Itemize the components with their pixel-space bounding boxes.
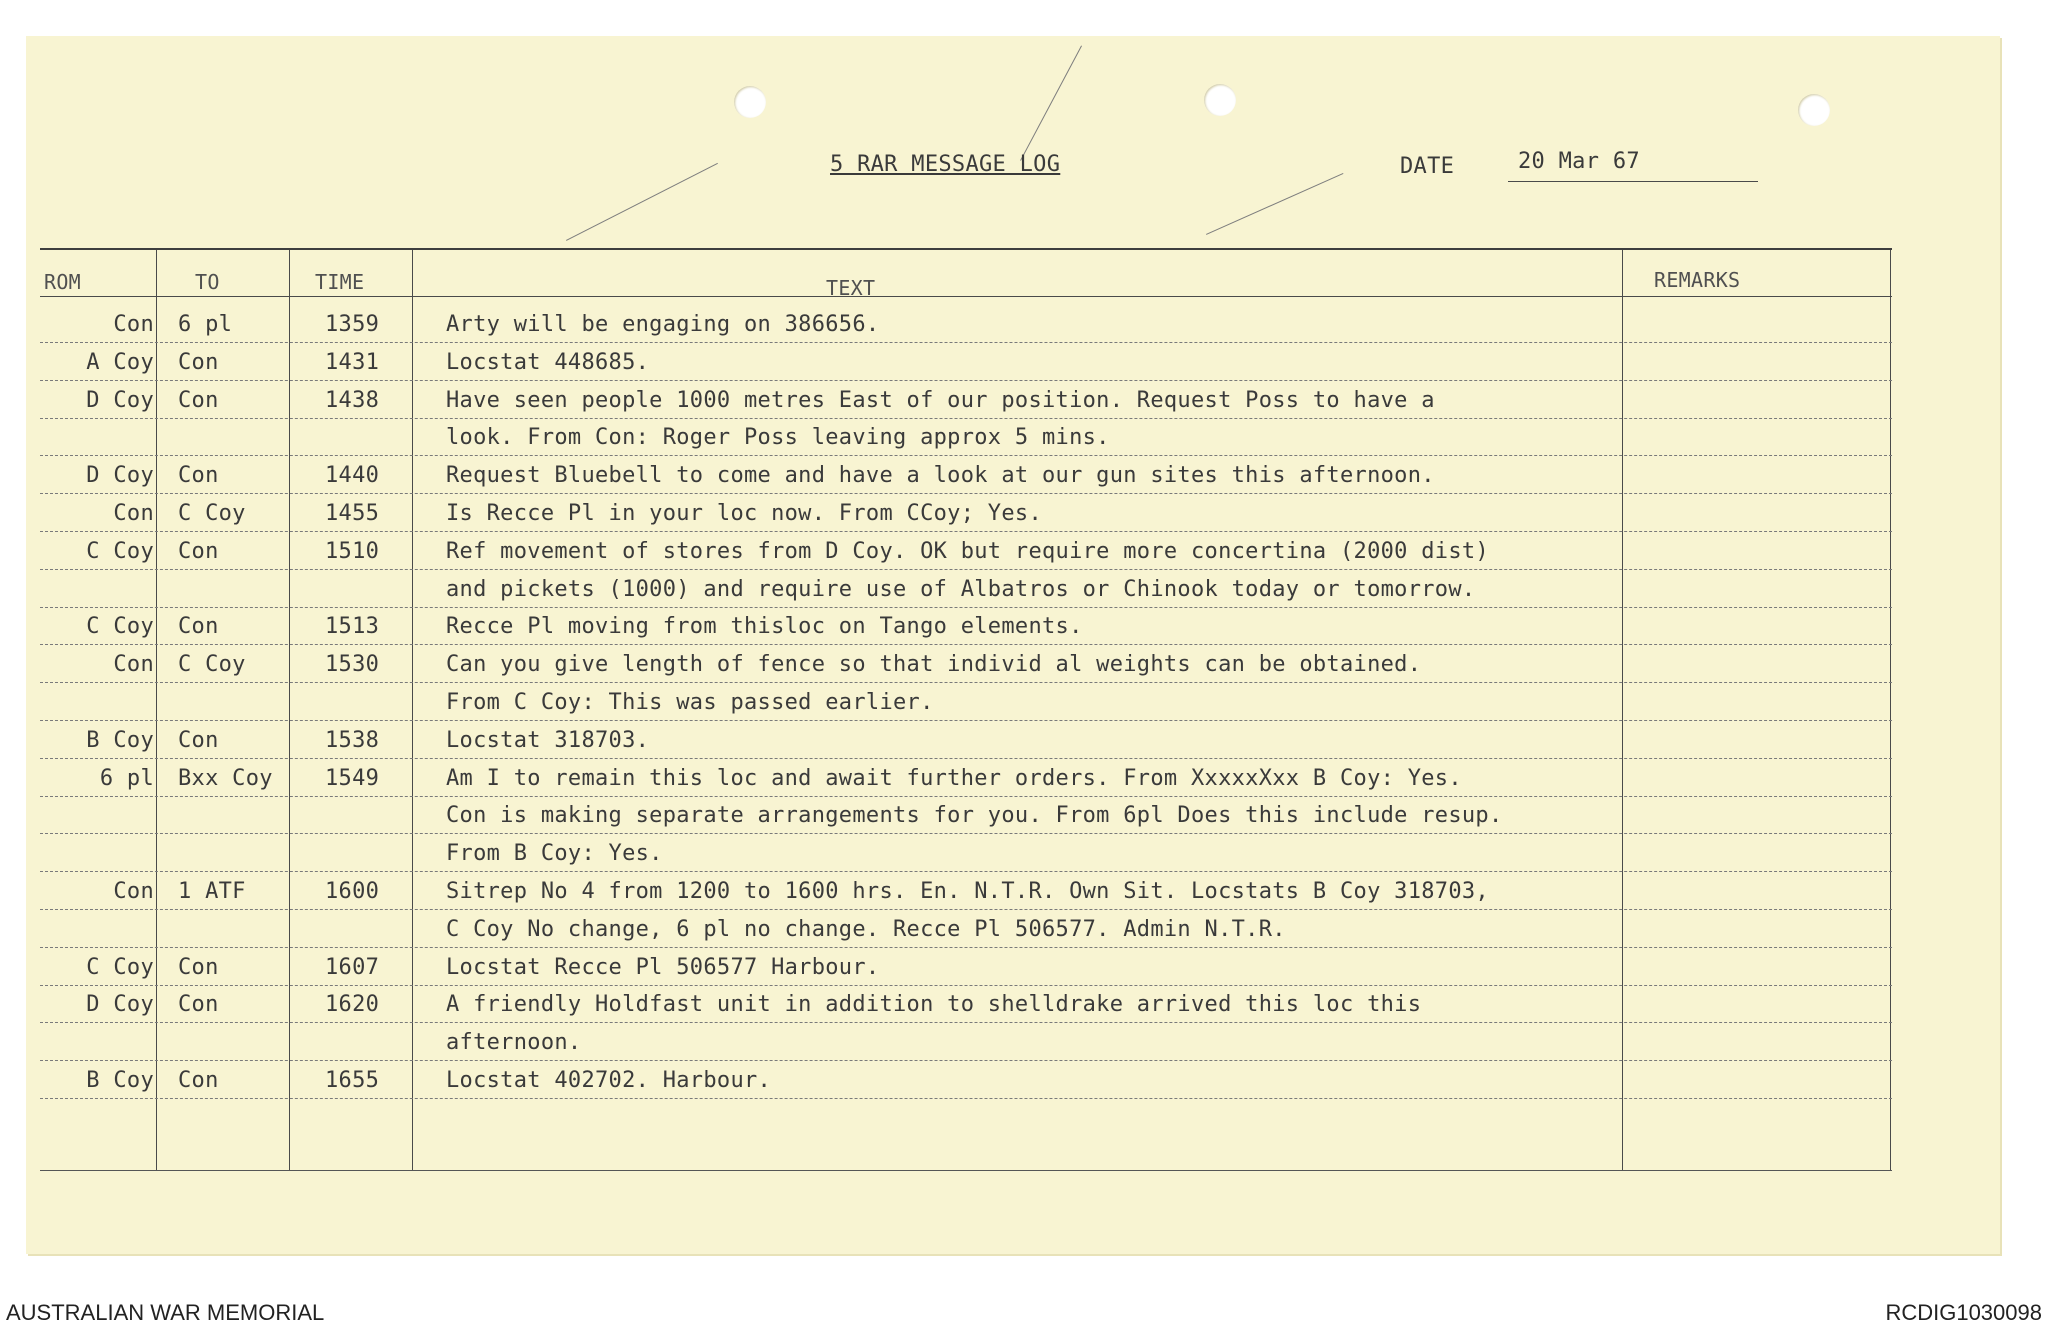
column-divider xyxy=(289,250,290,1170)
time-cell: 1359 xyxy=(325,312,380,337)
from-cell: D Coy xyxy=(86,463,154,489)
message-text: Request Bluebell to come and have a look at our gun sites this afternoon. xyxy=(446,463,1435,489)
pen-mark xyxy=(1206,173,1343,235)
row-rule xyxy=(40,342,1892,343)
column-divider xyxy=(1622,250,1623,1170)
to-cell: 6 pl xyxy=(178,312,233,337)
message-text: Am I to remain this loc and await further orders. From XxxxxXxx B Coy: Yes. xyxy=(446,765,1462,791)
message-text: afternoon. xyxy=(446,1030,582,1056)
message-text: look. From Con: Roger Poss leaving approx 5 mins. xyxy=(446,425,1110,451)
message-text: and pickets (1000) and require use of Albatros or Chinook today or tomorrow. xyxy=(446,576,1476,602)
time-cell: 1549 xyxy=(325,765,380,791)
punch-hole xyxy=(1798,94,1830,126)
message-text: Arty will be engaging on 386656. xyxy=(446,312,880,337)
message-text: Sitrep No 4 from 1200 to 1600 hrs. En. N.T.R. Own Sit. Locstats B Coy 318703, xyxy=(446,879,1489,904)
time-cell: 1513 xyxy=(325,614,380,640)
header-text: TEXT xyxy=(826,276,876,300)
time-cell: 1538 xyxy=(325,727,380,753)
message-text: Recce Pl moving from thisloc on Tango elements. xyxy=(446,614,1083,640)
from-cell: Con xyxy=(113,312,154,337)
time-cell: 1620 xyxy=(325,992,380,1018)
row-rule xyxy=(40,833,1892,834)
punch-hole xyxy=(1204,84,1236,116)
from-cell: C Coy xyxy=(86,954,154,980)
footer-source: AUSTRALIAN WAR MEMORIAL xyxy=(6,1300,325,1325)
row-rule xyxy=(40,947,1892,948)
to-cell: Bxx Coy xyxy=(178,765,273,791)
row-rule xyxy=(40,682,1892,683)
to-cell: Con xyxy=(178,992,219,1018)
from-cell: B Coy xyxy=(86,1068,154,1093)
time-cell: 1530 xyxy=(325,652,380,678)
time-cell: 1438 xyxy=(325,387,380,413)
column-divider xyxy=(412,250,413,1170)
footer-reference: RCDIG1030098 xyxy=(1885,1300,2042,1325)
from-cell: 6 pl xyxy=(99,765,154,791)
to-cell: Con xyxy=(178,614,219,640)
message-text: Can you give length of fence so that individ al weights can be obtained. xyxy=(446,652,1422,678)
from-cell: C Coy xyxy=(86,614,154,640)
to-cell: Con xyxy=(178,387,219,413)
message-text: Locstat 318703. xyxy=(446,727,650,753)
row-rule xyxy=(40,1098,1892,1099)
message-text: From B Coy: Yes. xyxy=(446,841,663,867)
row-rule xyxy=(40,758,1892,759)
to-cell: C Coy xyxy=(178,652,246,678)
to-cell: Con xyxy=(178,538,219,564)
row-rule xyxy=(40,1022,1892,1023)
message-text: A friendly Holdfast unit in addition to shelldrake arrived this loc this xyxy=(446,992,1422,1018)
date-underline xyxy=(1508,181,1758,182)
row-rule xyxy=(40,380,1892,381)
row-rule xyxy=(40,418,1892,419)
column-divider xyxy=(156,250,157,1170)
time-cell: 1655 xyxy=(325,1068,380,1093)
from-cell: B Coy xyxy=(86,727,154,753)
row-rule xyxy=(40,909,1892,910)
row-rule xyxy=(40,531,1892,532)
row-rule xyxy=(40,985,1892,986)
row-rule xyxy=(40,607,1892,608)
time-cell: 1600 xyxy=(325,879,380,904)
time-cell: 1510 xyxy=(325,538,380,564)
to-cell: C Coy xyxy=(178,501,246,526)
to-cell: Con xyxy=(178,349,219,375)
pen-mark xyxy=(1020,46,1082,161)
header-remarks: REMARKS xyxy=(1654,268,1741,292)
from-cell: A Coy xyxy=(86,349,154,375)
row-rule xyxy=(40,796,1892,797)
from-cell: Con xyxy=(113,501,154,526)
header-from: ROM xyxy=(44,270,82,294)
from-cell: D Coy xyxy=(86,992,154,1018)
time-cell: 1440 xyxy=(325,463,380,489)
to-cell: Con xyxy=(178,727,219,753)
row-rule xyxy=(40,1060,1892,1061)
row-rule xyxy=(40,720,1892,721)
to-cell: Con xyxy=(178,954,219,980)
to-cell: 1 ATF xyxy=(178,879,246,904)
message-text: Locstat Recce Pl 506577 Harbour. xyxy=(446,954,880,980)
row-rule xyxy=(40,871,1892,872)
from-cell: Con xyxy=(113,879,154,904)
message-text: Ref movement of stores from D Coy. OK but require more concertina (2000 dist) xyxy=(446,538,1489,564)
message-text: C Coy No change, 6 pl no change. Recce Pl 506577. Admin N.T.R. xyxy=(446,916,1286,942)
row-rule xyxy=(40,493,1892,494)
header-rule xyxy=(40,296,1892,297)
to-cell: Con xyxy=(178,1068,219,1093)
from-cell: D Coy xyxy=(86,387,154,413)
log-title: 5 RAR MESSAGE LOG xyxy=(830,152,1061,177)
date-value: 20 Mar 67 xyxy=(1518,149,1640,174)
column-divider xyxy=(1890,250,1891,1170)
time-cell: 1431 xyxy=(325,349,380,375)
message-text: Locstat 448685. xyxy=(446,349,650,375)
row-rule xyxy=(40,455,1892,456)
date-label: DATE xyxy=(1400,154,1455,179)
header-time: TIME xyxy=(315,270,365,294)
punch-hole xyxy=(734,86,766,118)
row-rule xyxy=(40,644,1892,645)
pen-mark xyxy=(566,163,718,241)
time-cell: 1455 xyxy=(325,501,380,526)
from-cell: C Coy xyxy=(86,538,154,564)
time-cell: 1607 xyxy=(325,954,380,980)
message-log-table xyxy=(40,248,1892,1171)
header-to: TO xyxy=(195,270,220,294)
message-text: Have seen people 1000 metres East of our position. Request Poss to have a xyxy=(446,387,1435,413)
to-cell: Con xyxy=(178,463,219,489)
message-text: Con is making separate arrangements for you. From 6pl Does this include resup. xyxy=(446,803,1503,829)
row-rule xyxy=(40,569,1892,570)
message-text: From C Coy: This was passed earlier. xyxy=(446,690,934,715)
message-text: Locstat 402702. Harbour. xyxy=(446,1068,772,1093)
from-cell: Con xyxy=(113,652,154,678)
message-text: Is Recce Pl in your loc now. From CCoy; Yes. xyxy=(446,501,1042,526)
